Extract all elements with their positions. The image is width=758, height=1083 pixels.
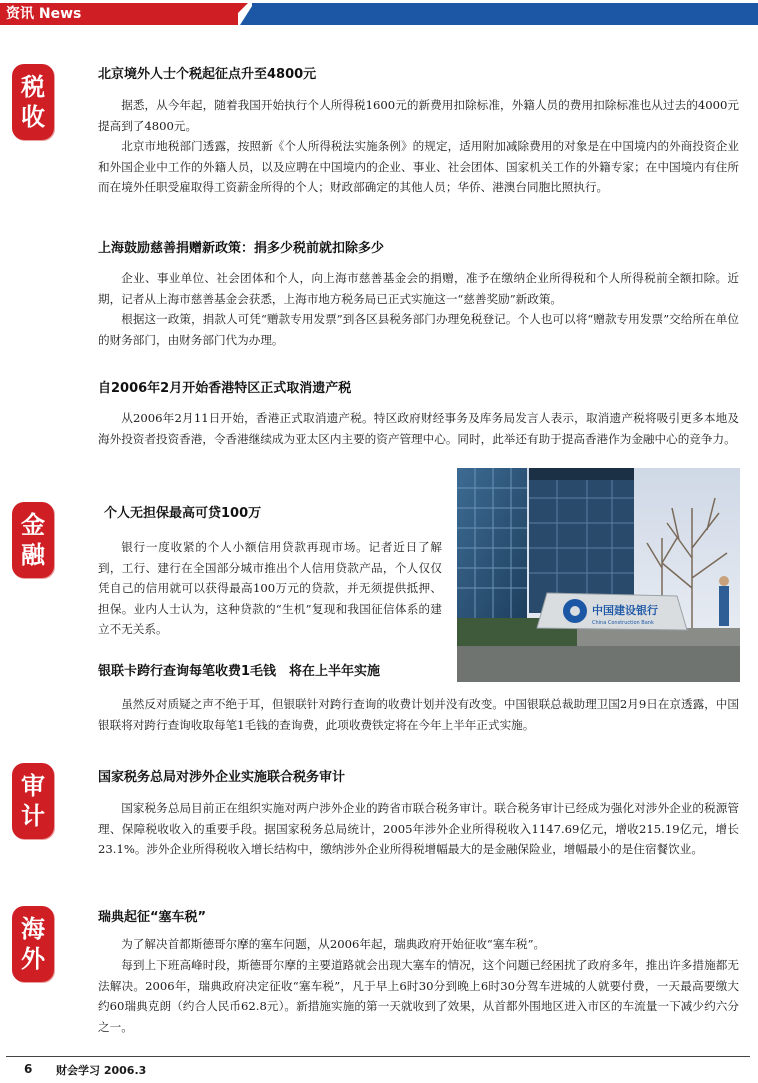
article-paragraph: 每到上下班高峰时段，斯德哥尔摩的主要道路就会出现大塞车的情况，这个问题已经困扰了政府多年，推出许多措施都无法解决。2006年，瑞典政府决定征收“塞车税”，凡于早上6时30分到晚上6时30分驾车进城的人就要付费，一天最高要缴大约60瑞典克朗（约合人民币62.8元）。新措施实施的第一天就收到了效果，从首都外围地区进入市区的车流量一下减少约六分之一。 [98,958,739,1034]
magazine-issue: 财会学习 2006.3 [56,1064,147,1077]
article-paragraph: 银行一度收紧的个人小额信用贷款再现市场。记者近日了解到，工行、建行在全国部分城市推出个人信用贷款产品，个人仅仅凭自己的信用就可以获得最高100万元的贷款，并无须提供抵押、担保。业内人士认为，这种贷款的“生机”复现和我国征信体系的建立不无关系。 [98,540,442,636]
article-paragraph: 虽然反对质疑之声不绝于耳，但银联针对跨行查询的收费计划并没有改变。中国银联总裁助理卫国2月9日在京透露，中国银联将对跨行查询收取每笔1毛钱的查询费，此项收费铁定将在今年上半年正式实施。 [98,697,739,732]
tag-tax [12,64,54,140]
article-paragraph: 北京市地税部门透露，按照新《个人所得税法实施条例》的规定，适用附加减除费用的对象是在中国境内的外商投资企业和外国企业中工作的外籍人员，以及应聘在中国境内的企业、事业、社会团体、国家机关工作的外籍专家；在中国境内有住所而在境外任职受雇取得工资薪金所得的个人；财政部确定的其他人员；华侨、港澳台同胞比照执行。 [98,139,739,194]
article-title: 北京境外人士个税起征点升至4800元 [98,67,317,82]
section-label: 资讯 News [6,6,82,22]
article-paragraph: 根据这一政策，捐款人可凭“赠款专用发票”到各区县税务部门办理免税登记。个人也可以将“赠款专用发票”交给所在单位的财务部门，由财务部门代为办理。 [98,312,739,347]
bank-building-photo [457,468,740,682]
article-title: 自2006年2月开始香港特区正式取消遗产税 [98,381,352,396]
article-paragraph: 为了解决首都斯德哥尔摩的塞车问题，从2006年起，瑞典政府开始征收“塞车税”。 [121,937,546,951]
article-paragraph: 从2006年2月11日开始，香港正式取消遗产税。特区政府财经事务及库务局发言人表示，取消遗产税将吸引更多本地及海外投资者投资香港，令香港继续成为亚太区内主要的资产管理中心。同时，此举还有助于提高香港作为金融中心的竞争力。 [98,411,739,446]
tag-char: 审 [21,772,45,800]
article-title: 国家税务总局对涉外企业实施联合税务审计 [98,770,346,785]
bank-photo-illustration [457,468,740,682]
article-paragraph: 据悉，从今年起，随着我国开始执行个人所得税1600元的新费用扣除标准，外籍人员的费用扣除标准也从过去的4000元提高到了4800元。 [98,98,739,133]
article-paragraph: 国家税务总局目前正在组织实施对两户涉外企业的跨省市联合税务审计。联合税务审计已经成为强化对涉外企业的税源管理、保障税收收入的重要手段。据国家税务总局统计，2005年涉外企业所得税收入1147.69亿元，增收215.19亿元，增长23.1%。涉外企业所得税收入增长结构中，缴纳涉外企业所得税增幅最大的是金融保险业，增幅最小的是住宿餐饮业。 [98,801,739,856]
article-title: 瑞典起征“塞车税” [98,910,207,925]
banner-blue-bar [252,3,758,25]
section-banner [0,0,758,30]
tag-finance [12,502,54,578]
tag-overseas [12,906,54,982]
tag-char: 金 [21,511,45,539]
article-title: 上海鼓励慈善捐赠新政策：捐多少税前就扣除多少 [98,241,385,256]
page-number: 6 [24,1062,33,1076]
footer-rule [6,1056,750,1057]
tag-char: 收 [21,103,45,131]
bank-sign-text: 中国建设银行 [592,604,658,617]
article-paragraph: 企业、事业单位、社会团体和个人，向上海市慈善基金会的捐赠，准予在缴纳企业所得税和个人所得税前全额扣除。近期，记者从上海市慈善基金会获悉，上海市地方税务局已正式实施这一“慈善奖励”新政策。 [98,271,739,306]
tag-audit [12,763,54,839]
article-title: 银联卡跨行查询每笔收费1毛钱 将在上半年实施 [98,664,381,679]
bank-sign-subtext: China Construction Bank [592,620,654,626]
article-title: 个人无担保最高可贷100万 [104,506,262,521]
tag-char: 外 [21,945,45,973]
tag-char: 税 [21,73,45,101]
tag-char: 融 [21,541,45,569]
tag-char: 海 [21,915,45,943]
page-footer [0,1056,758,1083]
tag-char: 计 [21,802,45,830]
